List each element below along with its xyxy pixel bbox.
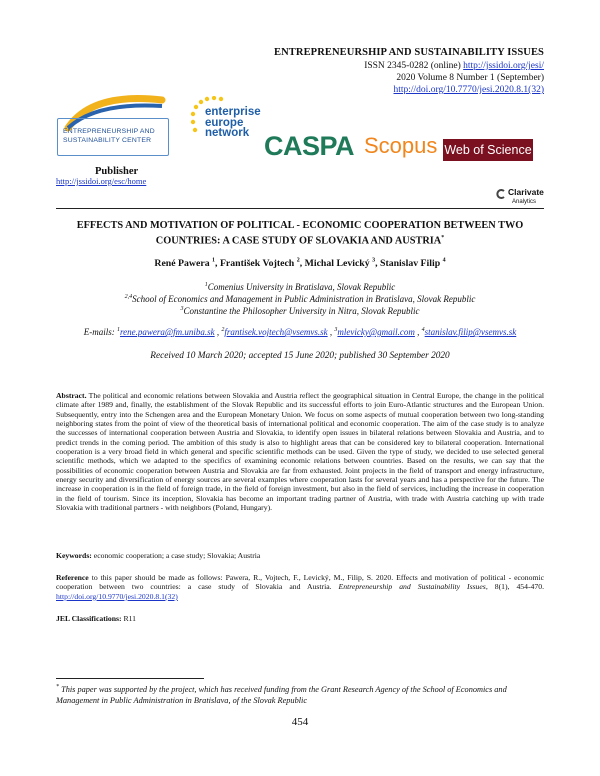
issn-line bbox=[364, 61, 544, 71]
footnote-text: This paper was supported by the project, which has received funding from the Grant Research Agency of the School of Economics and Management in Public Administration in Bratislava, of the Slovak Republic bbox=[56, 684, 507, 705]
een-logo bbox=[205, 107, 261, 139]
author: František Vojtech $^2$, bbox=[219, 258, 305, 270]
jel-classifications bbox=[56, 614, 544, 623]
reference bbox=[56, 573, 544, 601]
web-of-science-logo: Web of Science bbox=[443, 139, 533, 161]
emails-label: E-mails: bbox=[83, 327, 117, 337]
footnote bbox=[56, 682, 544, 706]
esc-logo bbox=[57, 118, 169, 156]
doi-line bbox=[393, 85, 544, 95]
abstract-label: Abstract. bbox=[56, 391, 87, 400]
een-line1: enterprise bbox=[205, 106, 261, 118]
email-link[interactable]: frantisek.vojtech@vsemvs.sk bbox=[224, 327, 328, 337]
email-list: E-mails: $^1$rene.pawera@fm.uniba.sk , $^2$frantisek.vojtech@vsemvs.sk , $^3$mlevicky@gmail.com , $^4$stanislav.filip@vsemvs.sk bbox=[83, 327, 517, 337]
reference-pages: , 8(1), 454-470. bbox=[485, 582, 545, 592]
issn-text: ISSN 2345-0282 (online) bbox=[364, 61, 464, 71]
clarivate-name: Clarivate bbox=[508, 187, 544, 197]
een-line3: network bbox=[205, 127, 250, 139]
email-link[interactable]: mlevicky@gmail.com bbox=[337, 327, 415, 337]
author: Michal Levický $^3$, bbox=[304, 258, 380, 270]
doi-link[interactable]: http://doi.org/10.7770/jesi.2020.8.1(32) bbox=[393, 85, 544, 95]
paper-title-line1: EFFECTS AND MOTIVATION OF POLITICAL - ECONOMIC COOPERATION BETWEEN TWO bbox=[76, 220, 524, 231]
title-footnote-mark: * bbox=[441, 235, 445, 241]
keywords-text: economic cooperation; a case study; Slovakia; Austria bbox=[91, 551, 261, 560]
affiliation: $^1$Comenius University in Bratislava, Slovak Republic bbox=[204, 282, 396, 292]
caspa-logo: CASPA bbox=[264, 131, 355, 161]
abstract bbox=[56, 391, 544, 512]
footnote-mark: * bbox=[56, 684, 59, 690]
affiliation: $^{2,4}$School of Economics and Management in Public Administration in Bratislava, Slovak Republic bbox=[124, 294, 476, 304]
volume-line: 2020 Volume 8 Number 1 (September) bbox=[396, 73, 544, 83]
jel-label: JEL Classifications: bbox=[56, 614, 122, 623]
received-dates: Received 10 March 2020; accepted 15 June 2020; published 30 September 2020 bbox=[150, 351, 450, 361]
keywords bbox=[56, 551, 544, 560]
reference-link[interactable]: http://doi.org/10.9770/jesi.2020.8.1(32) bbox=[56, 591, 178, 601]
author: René Pawera $^1$, bbox=[154, 258, 220, 270]
publisher-link-wrap bbox=[56, 176, 146, 186]
page-number: 454 bbox=[291, 716, 309, 728]
reference-text: to this paper should be made as follows: Pawera, R., Vojtech, F., Levický, M., Filip, S. 2020. Effects and motivation of political - economic cooperation between two countries: a case study of Slovakia and Austria. bbox=[56, 573, 544, 592]
journal-title: ENTREPRENEURSHIP AND SUSTAINABILITY ISSUES bbox=[274, 47, 544, 58]
author-list bbox=[56, 258, 544, 269]
email-link[interactable]: stanislav.filip@vsemvs.sk bbox=[424, 327, 517, 337]
keywords-label: Keywords: bbox=[56, 551, 92, 560]
clarivate-logo bbox=[508, 188, 544, 206]
email-link[interactable]: rene.pawera@fm.uniba.sk bbox=[119, 327, 215, 337]
publisher-link[interactable]: http://jssidoi.org/esc/home bbox=[56, 176, 147, 186]
clarivate-icon bbox=[496, 189, 506, 199]
reference-label: Reference bbox=[56, 573, 89, 582]
issn-link[interactable]: http://jssidoi.org/jesi/ bbox=[463, 61, 544, 71]
reference-journal: Entrepreneurship and Sustainability Issues bbox=[338, 582, 486, 592]
esc-logo-line2: SUSTAINABILITY CENTER bbox=[63, 137, 152, 144]
een-line2: europe bbox=[205, 116, 244, 129]
author: Stanislav Filip $^4$ bbox=[380, 258, 446, 270]
affiliation: $^3$Constantine the Philosopher University in Nitra, Slovak Republic bbox=[180, 306, 420, 316]
abstract-text: The political and economic relations between Slovakia and Austria reflect the geographical situation in Central Europe, the change in the political climate after 1989 and, finally, the establishment of the Slovak Republic and its successful efforts to join Euro-Atlantic structures and the European Union. Subsequently, entry into the Schengen area and the European Monetary Union. We focus on some aspects of mutual cooperation between two long-standing neighboring states from the point of view of the theoretical basis of international political and economic cooperation. The aim of the case study is to analyze the successes of international cooperation between Austria and Slovakia, to identify open issues in bilateral relations between Slovakia and Austria, and to predict trends in the coming period. The ambition of this study is also to highlight areas that can be considered key to bilateral cooperation. International cooperation is a very broad field in which general and specific scientific methods can be used. Given the type of study, we decided to use selected general scientific methods, which we adapted to the specifics of examining economic relations between countries. Based on the results, we can say that the possibilities of economic cooperation between Austria and Slovakia are far from exhausted. Joint projects in the field of transport and energy infrastructure, energy security and diversification of energy sources are several examples where cooperation lasts for several years and has a perspective for the future. The increase in cooperation is in the field of foreign trade, in the field of foreign investment, but also in the field of services, including the increase in cooperation in the field of tourism. Since its inception, Slovakia has become an important trading partner of Austria, with trade with Austria catching up with trade Slovakia with traditional partners - with neighbors (Poland, Hungary). bbox=[56, 391, 544, 513]
publisher-label: Publisher bbox=[95, 166, 139, 177]
paper-title bbox=[56, 219, 544, 247]
paper-title-line2-text: COUNTRIES: A CASE STUDY OF SLOVAKIA AND AUSTRIA bbox=[155, 235, 442, 247]
esc-logo-line1: ENTREPRENEURSHIP AND bbox=[63, 128, 155, 135]
paper-title-line2 bbox=[56, 232, 544, 247]
jel-text: R11 bbox=[121, 614, 137, 623]
scopus-logo: Scopus bbox=[364, 133, 438, 158]
footnote-divider bbox=[56, 678, 204, 679]
header-divider bbox=[56, 208, 544, 209]
clarivate-analytics: Analytics bbox=[512, 199, 537, 205]
